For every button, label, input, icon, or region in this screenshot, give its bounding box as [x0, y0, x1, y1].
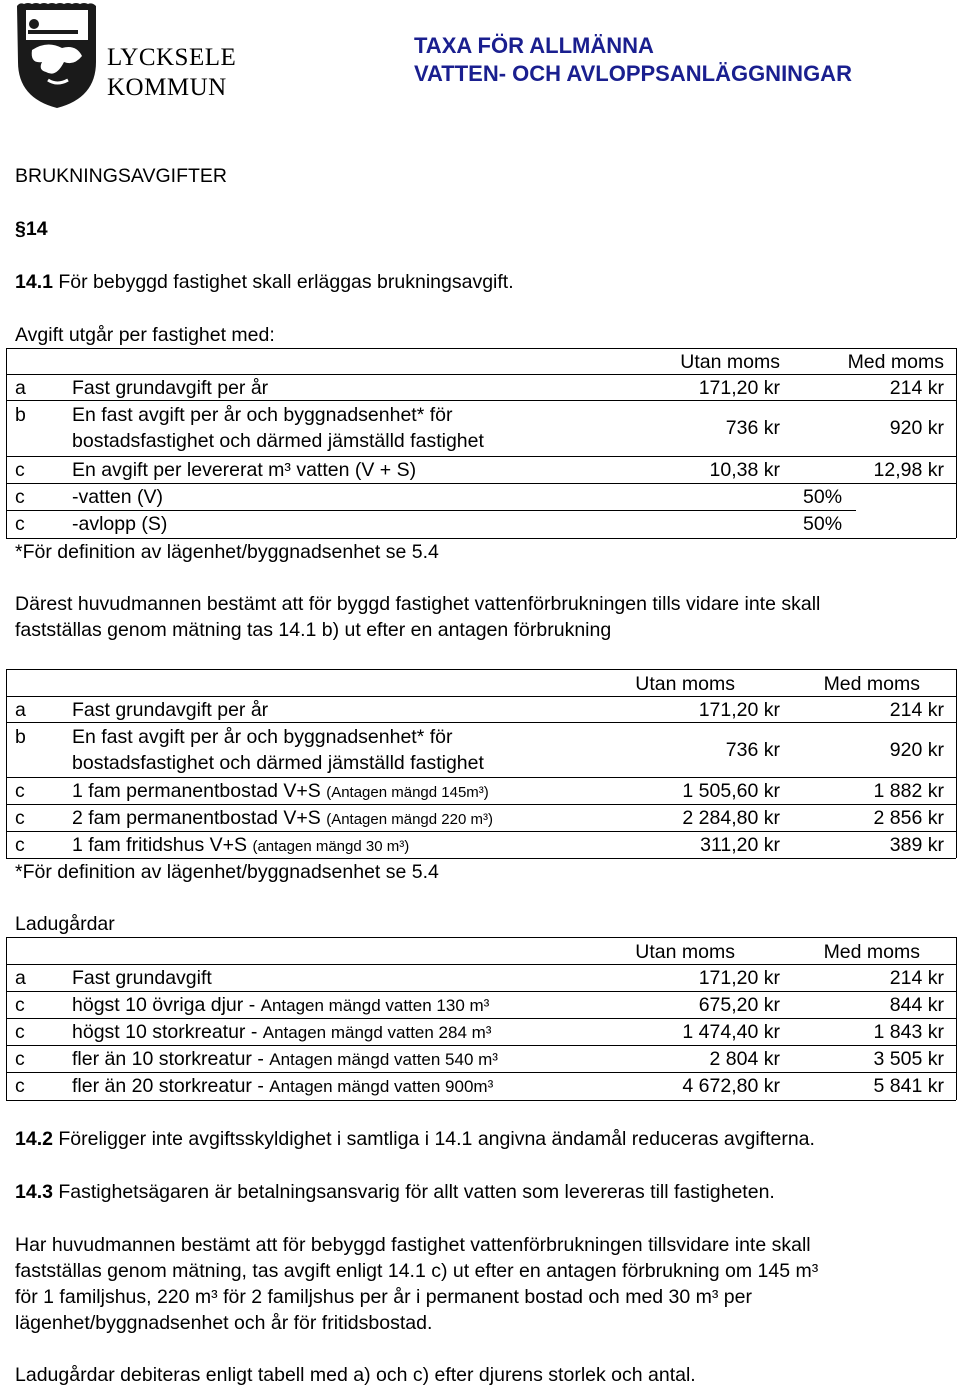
- table-border: [956, 348, 957, 538]
- p14-2-text: Föreligger inte avgiftsskyldighet i samtliga i 14.1 angivna ändamål reduceras avgifterna.: [52, 1128, 815, 1150]
- final-paragraph-line-4: lägenhet/byggnadsenhet och år för fritidsbostad.: [15, 1312, 433, 1334]
- row-divider: [6, 1018, 956, 1019]
- row-description-text: högst 10 storkreatur -: [72, 1021, 263, 1043]
- p14-3-text: Fastighetsägaren är betalningsansvarig för allt vatten som levereras till fastigheten.: [52, 1181, 775, 1203]
- price-incl-vat: 3 505 kr: [873, 1048, 944, 1070]
- row-divider: [6, 374, 956, 375]
- price-incl-vat: 1 843 kr: [873, 1021, 944, 1043]
- row-letter: a: [15, 699, 26, 721]
- share-percent: 50%: [803, 486, 843, 508]
- price-excl-vat: 2 284,80 kr: [682, 807, 780, 829]
- price-incl-vat: 2 856 kr: [873, 807, 944, 829]
- intro-text: Avgift utgår per fastighet med:: [15, 324, 275, 346]
- row-description: [72, 1075, 493, 1098]
- row-divider: [6, 510, 856, 511]
- row-letter: c: [15, 807, 25, 829]
- price-incl-vat: 1 882 kr: [873, 780, 944, 802]
- row-description-line-1: En fast avgift per år och byggnadsenhet* för: [72, 404, 453, 426]
- column-header-incl-vat: Med moms: [847, 351, 944, 373]
- row-description: Fast grundavgift per år: [72, 699, 269, 721]
- p14-3: [15, 1181, 775, 1204]
- row-letter: a: [15, 377, 26, 399]
- p14-1-num: 14.1: [15, 271, 53, 293]
- row-divider: [6, 722, 956, 723]
- price-excl-vat: 311,20 kr: [700, 834, 780, 856]
- row-description: [72, 1021, 491, 1044]
- table-border: [6, 858, 956, 859]
- row-description-text: fler än 10 storkreatur -: [72, 1048, 270, 1070]
- price-incl-vat: 920 kr: [889, 739, 944, 761]
- final-paragraph: [15, 1232, 955, 1336]
- mid-paragraph: [15, 591, 955, 643]
- price-excl-vat: 1 505,60 kr: [682, 780, 780, 802]
- table-border: [6, 669, 7, 858]
- row-note: Antagen mängd vatten 284 m³: [262, 1023, 492, 1042]
- row-description-text: 1 fam fritidshus V+S: [72, 834, 253, 856]
- p14-2-num: 14.2: [15, 1128, 53, 1150]
- row-divider: [6, 1072, 956, 1073]
- row-note: (Antagen mängd 145m³): [326, 784, 489, 801]
- p14-2: [15, 1128, 815, 1151]
- table-border: [6, 937, 956, 938]
- row-note: Antagen mängd vatten 900m³: [269, 1077, 494, 1096]
- lycksele-logo: [12, 0, 237, 110]
- row-description: [72, 780, 489, 804]
- row-description: [72, 834, 409, 858]
- table-footnote: *För definition av lägenhet/byggnadsenhet se 5.4: [15, 541, 439, 563]
- share-percent: 50%: [803, 513, 843, 535]
- paragraph-number-value: 14: [25, 218, 48, 240]
- paragraph-number: [15, 218, 48, 241]
- row-letter: c: [15, 1021, 25, 1043]
- logo-text-lycksele: LYCKSELE: [107, 44, 237, 71]
- row-note: Antagen mängd vatten 540 m³: [269, 1050, 498, 1069]
- table-border: [956, 937, 957, 1100]
- row-description: Fast grundavgift per år: [72, 377, 269, 399]
- row-description: -avlopp (S): [72, 513, 168, 535]
- last-line: Ladugårdar debiteras enligt tabell med a) och c) efter djurens storlek och antal.: [15, 1364, 696, 1386]
- row-divider: [6, 1045, 956, 1046]
- price-incl-vat: 389 kr: [889, 834, 944, 856]
- price-excl-vat: 736 kr: [725, 417, 780, 439]
- table-border: [6, 538, 956, 539]
- price-incl-vat: 920 kr: [889, 417, 944, 439]
- row-description: -vatten (V): [72, 486, 164, 508]
- p14-1-text: För bebyggd fastighet skall erläggas brukningsavgift.: [52, 271, 514, 293]
- row-letter: a: [15, 967, 26, 989]
- mid-paragraph-line-1: Därest huvudmannen bestämt att för byggd fastighet vattenförbrukningen tills vidare inte skall: [15, 593, 821, 615]
- row-description: [72, 994, 489, 1017]
- final-paragraph-line-1: Har huvudmannen bestämt att för bebyggd fastighet vattenförbrukningen tillsvidare inte skall: [15, 1234, 811, 1256]
- price-excl-vat: 2 804 kr: [709, 1048, 780, 1070]
- row-description: [72, 807, 493, 831]
- ladugardar-heading: Ladugårdar: [15, 913, 115, 935]
- row-letter: b: [15, 726, 26, 748]
- row-description: En avgift per levererat m³ vatten (V + S): [72, 459, 417, 481]
- price-incl-vat: 214 kr: [889, 967, 944, 989]
- table-border: [6, 669, 956, 670]
- p14-3-num: 14.3: [15, 1181, 53, 1203]
- row-divider: [6, 456, 956, 457]
- row-description-text: högst 10 övriga djur -: [72, 994, 261, 1016]
- row-letter: c: [15, 486, 25, 508]
- row-letter: c: [15, 780, 25, 802]
- row-divider: [6, 696, 956, 697]
- price-excl-vat: 1 474,40 kr: [682, 1021, 780, 1043]
- row-description-line-2: bostadsfastighet och därmed jämställd fastighet: [72, 752, 484, 774]
- price-excl-vat: 171,20 kr: [698, 377, 780, 399]
- price-excl-vat: 4 672,80 kr: [682, 1075, 780, 1097]
- price-incl-vat: 12,98 kr: [873, 459, 944, 481]
- table-border: [956, 669, 957, 858]
- row-description: Fast grundavgift: [72, 967, 212, 989]
- price-incl-vat: 214 kr: [889, 699, 944, 721]
- price-excl-vat: 171,20 kr: [698, 699, 780, 721]
- column-header-excl-vat: Utan moms: [635, 673, 735, 695]
- section-sign: §: [15, 218, 26, 240]
- row-letter: c: [15, 1075, 25, 1097]
- document-title: [414, 32, 852, 88]
- row-description-text: 1 fam permanentbostad V+S: [72, 780, 327, 802]
- row-description-text: fler än 20 storkreatur -: [72, 1075, 270, 1097]
- p14-1: [15, 271, 514, 294]
- table-border: [6, 1100, 956, 1101]
- row-note: Antagen mängd vatten 130 m³: [260, 996, 490, 1015]
- price-incl-vat: 214 kr: [889, 377, 944, 399]
- section-heading: BRUKNINGSAVGIFTER: [15, 165, 227, 187]
- price-excl-vat: 171,20 kr: [698, 967, 780, 989]
- row-letter: c: [15, 1048, 25, 1070]
- row-letter: c: [15, 513, 25, 535]
- row-note: (Antagen mängd 220 m³): [326, 811, 493, 828]
- column-header-incl-vat: Med moms: [823, 673, 920, 695]
- row-letter: c: [15, 994, 25, 1016]
- row-description: [72, 1048, 498, 1071]
- row-divider: [6, 777, 956, 778]
- logo-text-kommun: KOMMUN: [107, 74, 227, 101]
- row-description-line-2: bostadsfastighet och därmed jämställd fastighet: [72, 430, 484, 452]
- row-divider: [6, 400, 956, 401]
- row-divider: [6, 991, 956, 992]
- final-paragraph-line-3: för 1 familjshus, 220 m³ för 2 familjshus per år i permanent bostad och med 30 m³ per: [15, 1286, 752, 1308]
- title-line-2: VATTEN- OCH AVLOPPSANLÄGGNINGAR: [414, 61, 852, 86]
- column-header-excl-vat: Utan moms: [635, 941, 735, 963]
- row-letter: c: [15, 459, 25, 481]
- price-excl-vat: 10,38 kr: [709, 459, 780, 481]
- row-note: (antagen mängd 30 m³): [252, 838, 410, 855]
- row-divider: [6, 964, 956, 965]
- row-letter: b: [15, 404, 26, 426]
- title-line-1: TAXA FÖR ALLMÄNNA: [414, 33, 654, 58]
- table-border: [6, 348, 956, 349]
- price-excl-vat: 675,20 kr: [698, 994, 780, 1016]
- final-paragraph-line-2: fastställas genom mätning, tas avgift enligt 14.1 c) ut efter en antagen förbrukning om 145 m³: [15, 1260, 819, 1282]
- row-description-line-1: En fast avgift per år och byggnadsenhet* för: [72, 726, 453, 748]
- price-incl-vat: 844 kr: [889, 994, 944, 1016]
- price-excl-vat: 736 kr: [725, 739, 780, 761]
- price-incl-vat: 5 841 kr: [873, 1075, 944, 1097]
- row-letter: c: [15, 834, 25, 856]
- mid-paragraph-line-2: fastställas genom mätning tas 14.1 b) ut efter en antagen förbrukning: [15, 619, 612, 641]
- row-description-text: 2 fam permanentbostad V+S: [72, 807, 327, 829]
- row-divider: [6, 483, 956, 484]
- row-divider: [6, 804, 956, 805]
- column-header-excl-vat: Utan moms: [680, 351, 780, 373]
- column-header-incl-vat: Med moms: [823, 941, 920, 963]
- row-divider: [6, 831, 956, 832]
- table-footnote: *För definition av lägenhet/byggnadsenhet se 5.4: [15, 861, 439, 883]
